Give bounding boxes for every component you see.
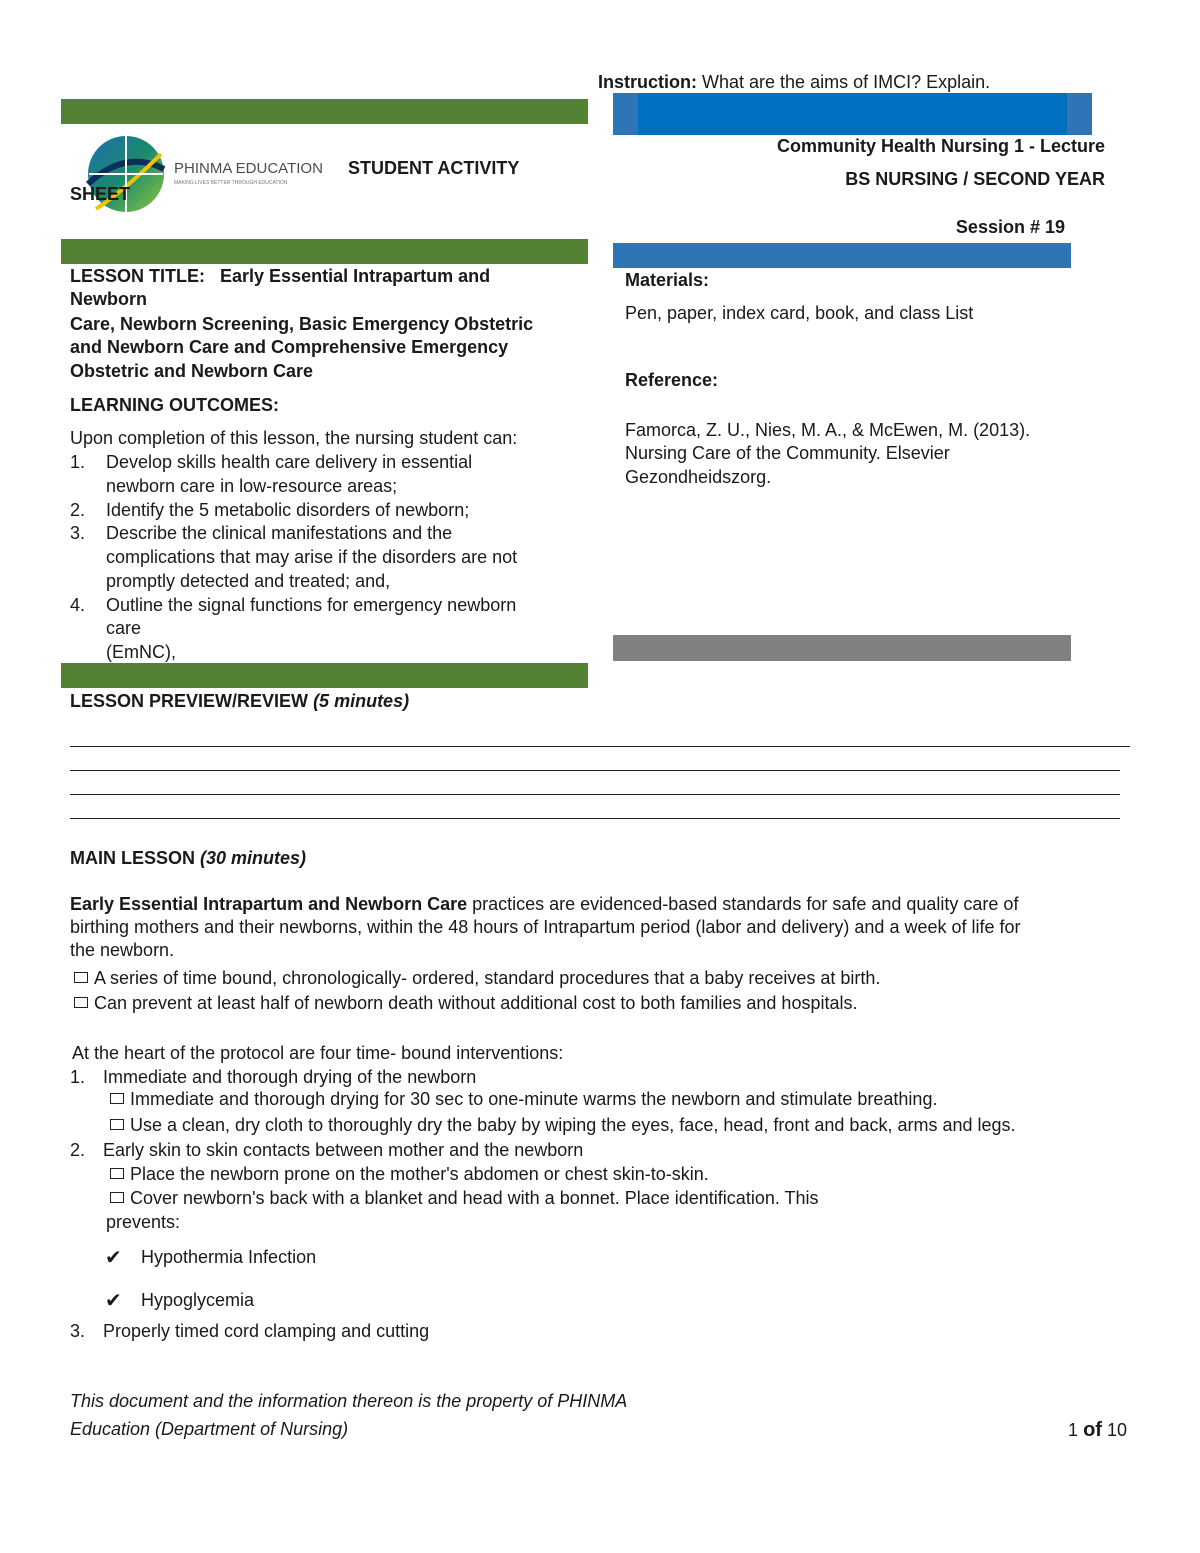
- header-bar-right-cap-left: [613, 93, 638, 135]
- outcome-3-line2: complications that may arise if the disorders are not: [106, 547, 518, 567]
- checkbox-icon: [110, 1093, 124, 1104]
- outcome-2-line1: Identify the 5 metabolic disorders of newborn;: [106, 500, 470, 520]
- outcome-4-line2: care: [106, 618, 142, 638]
- checkbox-icon: [74, 997, 88, 1008]
- main-intro-bold: Early Essential Intrapartum and Newborn Care: [70, 894, 468, 914]
- bullet-2: [74, 993, 857, 1014]
- lesson-title-text: Early Essential Intrapartum and: [220, 266, 491, 286]
- page-current: 1: [1068, 1420, 1079, 1440]
- protocol-intro: At the heart of the protocol are four time- bound interventions:: [72, 1043, 564, 1063]
- step-1-num: 1.: [70, 1067, 86, 1087]
- step-2-sub-cont: prevents:: [106, 1212, 181, 1232]
- bullet-1: [74, 968, 880, 989]
- main-intro-rest: practices are evidenced-based standards for safe and quality care of: [467, 894, 1019, 914]
- instruction: [598, 72, 990, 93]
- step-1-sub-2-text: Use a clean, dry cloth to thoroughly dry the baby by wiping the eyes, face, head, front and back, arms and legs.: [130, 1115, 1016, 1135]
- page-total: 10: [1106, 1420, 1127, 1440]
- outcome-4-num: 4.: [70, 595, 86, 615]
- sheet-title-1: STUDENT ACTIVITY: [348, 158, 520, 178]
- step-1-sub-1: [110, 1089, 937, 1110]
- logo-tagline: MAKING LIVES BETTER THROUGH EDUCATION: [174, 180, 288, 186]
- outcome-3-line1: Describe the clinical manifestations and the: [106, 523, 453, 543]
- reference-bar: [613, 635, 1071, 661]
- step-2-num: 2.: [70, 1140, 86, 1160]
- header-bar-right-cap-right: [1067, 93, 1092, 135]
- answer-line-4[interactable]: [70, 818, 1120, 819]
- preview-bar: [61, 663, 588, 688]
- main-heading: [70, 848, 306, 869]
- instruction-label: Instruction:: [598, 72, 697, 92]
- check-1-text: Hypothermia Infection: [141, 1247, 317, 1267]
- preview-heading-text: LESSON PREVIEW/REVIEW: [70, 691, 309, 711]
- outcome-3-line3: promptly detected and treated; and,: [106, 571, 391, 591]
- main-intro-line2: birthing mothers and their newborns, within the 48 hours of Intrapartum period (labor and delivery) and a week of life for: [70, 917, 1021, 937]
- main-intro-line3: the newborn.: [70, 940, 175, 960]
- checkbox-icon: [110, 1192, 124, 1203]
- checkbox-icon: [74, 972, 88, 983]
- step-2-sub-1: [110, 1164, 709, 1185]
- lesson-title-line4: and Newborn Care and Comprehensive Emergency: [70, 337, 509, 357]
- bullet-2-text: Can prevent at least half of newborn death without additional cost to both families and hospitals.: [94, 993, 858, 1013]
- lesson-title-line3: Care, Newborn Screening, Basic Emergency Obstetric: [70, 314, 534, 334]
- step-2-sub-2-text: Cover newborn's back with a blanket and head with a bonnet. Place identification. This: [130, 1188, 819, 1208]
- lesson-title-line2: Newborn: [70, 289, 148, 309]
- step-1-sub-1-text: Immediate and thorough drying for 30 sec to one-minute warms the newborn and stimulate breathing.: [130, 1089, 938, 1109]
- phinma-logo-icon: [86, 129, 326, 219]
- answer-line-2[interactable]: [70, 770, 1120, 771]
- step-2-text: Early skin to skin contacts between mother and the newborn: [103, 1140, 584, 1160]
- lesson-bar: [61, 239, 588, 264]
- outcomes-heading: LEARNING OUTCOMES:: [70, 395, 279, 415]
- header-bar-right: [613, 93, 1092, 135]
- logo-name: PHINMA EDUCATION: [174, 160, 323, 177]
- step-2-sub-1-text: Place the newborn prone on the mother's abdomen or chest skin-to-skin.: [130, 1164, 709, 1184]
- step-1-text: Immediate and thorough drying of the newborn: [103, 1067, 477, 1087]
- checkbox-icon: [110, 1168, 124, 1179]
- main-heading-text: MAIN LESSON: [70, 848, 196, 868]
- main-intro-line1: [70, 894, 1018, 915]
- lesson-title-line1: [70, 266, 490, 287]
- footer-line1: This document and the information thereon is the property of PHINMA: [70, 1391, 628, 1411]
- bullet-1-text: A series of time bound, chronologically- ordered, standard procedures that a baby receives at birth.: [94, 968, 881, 988]
- step-1-sub-2: [110, 1115, 1016, 1136]
- reference-line1: Famorca, Z. U., Nies, M. A., & McEwen, M. (2013).: [625, 420, 1031, 440]
- preview-heading: [70, 691, 409, 712]
- outcome-1-num: 1.: [70, 452, 86, 472]
- checkmark-icon: ✔: [105, 1247, 122, 1269]
- materials-heading: Materials:: [625, 270, 710, 290]
- step-2-sub-2: [110, 1188, 819, 1209]
- step-3-text: Properly timed cord clamping and cutting: [103, 1321, 430, 1341]
- page-of: of: [1083, 1419, 1102, 1441]
- preview-time: (5 minutes): [313, 691, 410, 711]
- sheet-title-2: SHEET: [70, 184, 131, 204]
- phinma-logo: [86, 129, 326, 219]
- reference-heading: Reference:: [625, 370, 719, 390]
- lesson-title-line5: Obstetric and Newborn Care: [70, 361, 314, 381]
- checkbox-icon: [110, 1119, 124, 1130]
- program: BS NURSING / SECOND YEAR: [845, 169, 1105, 189]
- instruction-text: What are the aims of IMCI? Explain.: [702, 72, 991, 92]
- header-bar-left: [61, 99, 588, 124]
- outcomes-intro: Upon completion of this lesson, the nursing student can:: [70, 428, 518, 448]
- reference-line2: Nursing Care of the Community. Elsevier: [625, 443, 950, 463]
- outcome-1-line1: Develop skills health care delivery in essential: [106, 452, 473, 472]
- answer-line-1[interactable]: [70, 746, 1130, 747]
- checkmark-icon: ✔: [105, 1290, 122, 1312]
- footer-line2: Education (Department of Nursing): [70, 1419, 349, 1439]
- lesson-title-label: LESSON TITLE:: [70, 266, 205, 286]
- outcome-2-num: 2.: [70, 500, 86, 520]
- step-3-num: 3.: [70, 1321, 86, 1341]
- outcome-3-num: 3.: [70, 523, 86, 543]
- materials-text: Pen, paper, index card, book, and class List: [625, 303, 974, 323]
- outcome-1-line2: newborn care in low-resource areas;: [106, 476, 398, 496]
- materials-bar: [613, 243, 1071, 268]
- main-time: (30 minutes): [200, 848, 307, 868]
- session-number: Session # 19: [955, 217, 1065, 237]
- check-2-text: Hypoglycemia: [141, 1290, 255, 1310]
- outcome-4-line3: (EmNC),: [106, 642, 176, 662]
- course-title: Community Health Nursing 1 - Lecture: [776, 136, 1105, 156]
- page-number: [1068, 1419, 1127, 1442]
- reference-line3: Gezondheidszorg.: [625, 467, 772, 487]
- outcome-4-line1: Outline the signal functions for emergency newborn: [106, 595, 517, 615]
- answer-line-3[interactable]: [70, 794, 1120, 795]
